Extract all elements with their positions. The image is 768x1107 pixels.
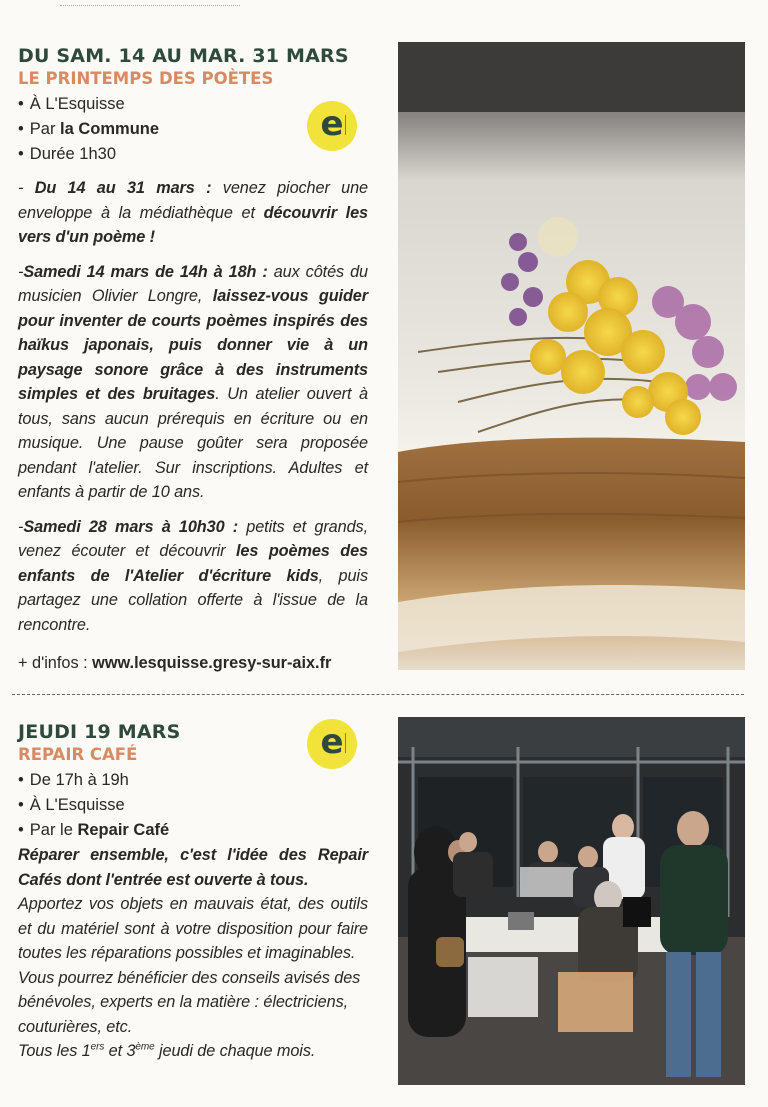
event-title: REPAIR CAFÉ xyxy=(18,745,138,764)
detail-location: • À L'Esquisse xyxy=(18,796,125,814)
photo-dried-flowers-book xyxy=(398,42,745,670)
detail-organizer: • Par le Repair Café xyxy=(18,821,170,839)
detail-duration: • Durée 1h30 xyxy=(18,145,117,163)
more-info: + d'infos : www.lesquisse.gresy-sur-aix.fr xyxy=(18,654,332,672)
paragraph-atelier-kids: -Samedi 28 mars à 10h30 : petits et grands, venez écouter et découvrir les poèmes des enfants de l'Atelier d'écriture kids, puis partagez une collation offerte à l'issue de la rencontre. xyxy=(18,517,368,634)
detail-location: • À L'Esquisse xyxy=(18,95,125,113)
paragraph-advice: Vous pourrez bénéficier des conseils avisés des bénévoles, experts en la matière : électriciens, couturières, etc. xyxy=(18,968,361,1036)
paragraph-objects: Apportez vos objets en mauvais état, des outils et du matériel sont à votre disposition pour faire toutes les réparations possibles et imaginables. xyxy=(18,895,368,962)
detail-time: • De 17h à 19h xyxy=(18,771,129,789)
paragraph-lead: Réparer ensemble, c'est l'idée des Repair Cafés dont l'entrée est ouverte à tous. xyxy=(18,846,368,889)
paragraph-envelope: - Du 14 au 31 mars : venez piocher une enveloppe à la médiathèque et découvrir les vers d'un poème ! xyxy=(18,179,369,246)
event-details xyxy=(18,768,368,843)
event-repair-cafe xyxy=(18,720,368,1064)
event-date: JEUDI 19 MARS xyxy=(18,721,181,743)
detail-organizer: • Par la Commune xyxy=(18,120,160,138)
section-divider xyxy=(12,694,744,695)
event-title: LE PRINTEMPS DES POÈTES xyxy=(18,69,274,88)
website-link[interactable]: www.lesquisse.gresy-sur-aix.fr xyxy=(92,654,332,672)
esquisse-logo-icon: e xyxy=(307,719,357,769)
top-rule xyxy=(60,5,240,6)
esquisse-logo-icon: e xyxy=(307,101,357,151)
event-date: DU SAM. 14 AU MAR. 31 MARS xyxy=(18,45,349,67)
photo-repair-cafe xyxy=(398,717,745,1085)
paragraph-atelier-haiku: -Samedi 14 mars de 14h à 18h : aux côtés du musicien Olivier Longre, laissez-vous guider pour inventer de courts poèmes inspirés des haïkus japonais, puis donner vie à un paysage sonore grâce à des instruments simples et des bruitages. Un atelier ouvert à tous, sans aucun prérequis en écriture ou en musique. Une pause goûter sera proposée pendant l'atelier. Sur inscriptions. Adultes et enfants à partir de 10 ans. xyxy=(18,262,368,501)
paragraph-schedule: Tous les 1ers et 3ème jeudi de chaque mois. xyxy=(18,1041,316,1060)
